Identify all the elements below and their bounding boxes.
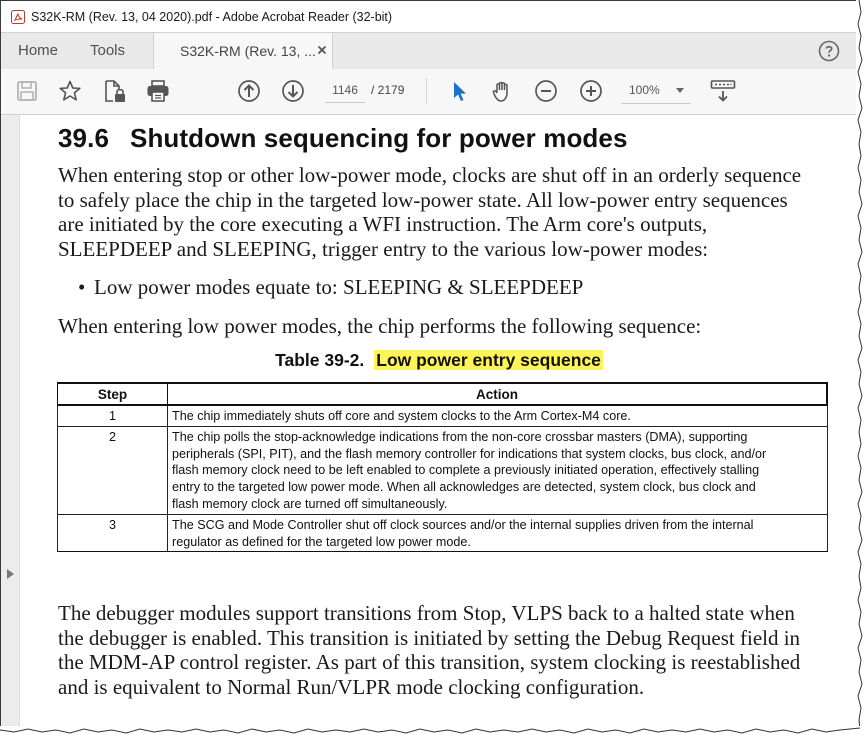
document-tab-label: S32K-RM (Rev. 13, ... (180, 43, 316, 59)
text-line: the MDM-AP control register. As part of this transition, system clocking is reestablished (58, 650, 801, 674)
print-icon[interactable] (146, 79, 170, 103)
action-line: regulator as defined for the targeted low power mode. (172, 534, 471, 549)
text-line: SLEEPDEEP and SLEEPING, trigger entry to the various low-power modes: (58, 236, 709, 261)
torn-edge-right (856, 0, 864, 736)
tab-home[interactable]: Home (18, 42, 59, 59)
column-header-step: Step (58, 383, 168, 405)
action-line: flash memory clock are turned off simultaneously. (172, 496, 448, 511)
section-heading (58, 123, 628, 154)
step-cell: 3 (58, 514, 168, 552)
low-power-entry-table (57, 382, 828, 552)
text-line: and is equivalent to Normal Run/VLPR mode clocking configuration. (58, 674, 645, 699)
acrobat-pdf-icon (11, 10, 25, 24)
table-caption-title-highlighted: Low power entry sequence (376, 350, 601, 370)
bullet-icon: • (78, 275, 86, 299)
action-line: The SCG and Mode Controller shut off clock sources and/or the internal supplies driven from the internal (172, 517, 754, 532)
action-line: The chip immediately shuts off core and system clocks to the Arm Cortex-M4 core. (172, 409, 631, 423)
table-row (58, 426, 828, 514)
select-cursor-icon[interactable] (448, 79, 472, 103)
toolbar-divider (426, 78, 427, 104)
close-icon[interactable] (316, 44, 328, 56)
save-icon[interactable] (15, 79, 39, 103)
table-header-row (58, 383, 828, 405)
help-icon[interactable] (818, 40, 840, 62)
action-line: entry to the targeted low power mode. When all acknowledges are detected, system clock, bus clock and (172, 480, 756, 495)
text-line: to safely place the chip in the targeted low-power state. All low-power entry sequences (58, 187, 788, 212)
section-title: Shutdown sequencing for power modes (130, 123, 628, 153)
zoom-level-value: 100% (629, 83, 660, 97)
action-cell (168, 426, 828, 514)
action-cell (168, 405, 828, 426)
next-page-icon[interactable] (281, 79, 305, 103)
page-number-input[interactable]: 1146 (325, 78, 365, 103)
text-line: the debugger is enabled. This transition is initiated by setting the Debug Request field in (58, 625, 801, 650)
table-row (58, 405, 828, 426)
page-total: / 2179 (371, 83, 405, 97)
keyboard-scroll-icon[interactable] (710, 79, 736, 103)
zoom-out-icon[interactable] (534, 79, 558, 103)
tab-document[interactable] (153, 33, 333, 70)
bullet-text: Low power modes equate to: SLEEPING & SLEEPDEEP (94, 275, 584, 299)
action-line: flash memory clock need to be left enabled to complete a previously initiated operation, effectively stalling (172, 463, 760, 478)
bookmark-star-icon[interactable] (58, 79, 82, 103)
bullet-item (78, 275, 583, 300)
text-line: When entering stop or other low-power mode, clocks are shut off in an orderly sequence (58, 163, 802, 187)
zoom-in-icon[interactable] (579, 79, 603, 103)
pdf-page (21, 115, 857, 733)
protect-file-lock-icon[interactable] (102, 79, 126, 103)
tab-tools[interactable]: Tools (90, 42, 126, 59)
torn-edge-bottom (0, 726, 864, 736)
column-header-action: Action (168, 383, 828, 405)
text-line: are initiated by the core executing a WFI instruction. The Arm core's outputs, (58, 212, 708, 236)
window-title: S32K-RM (Rev. 13, 04 2020).pdf - Adobe Acrobat Reader (32-bit) (31, 9, 393, 24)
action-cell (168, 514, 828, 552)
action-line: peripherals (SPI, PIT), and the flash memory controller for indications that system clocks, bus clock, and/or (172, 446, 767, 461)
section-number: 39.6 (58, 123, 110, 153)
text-line: When entering low power modes, the chip performs the following sequence: (58, 314, 702, 338)
step-cell: 1 (58, 405, 168, 426)
tab-bar (1, 32, 859, 70)
lead-in-paragraph (58, 314, 701, 339)
intro-paragraph (58, 163, 801, 261)
table-caption (21, 350, 857, 371)
step-cell: 2 (58, 426, 168, 514)
title-bar (1, 1, 859, 32)
previous-page-icon[interactable] (237, 79, 261, 103)
debugger-paragraph (58, 601, 800, 699)
expand-pane-arrow-icon[interactable] (7, 569, 14, 579)
table-row (58, 514, 828, 552)
document-viewer[interactable] (1, 115, 859, 733)
table-caption-label: Table 39-2. (275, 350, 365, 370)
hand-pan-icon[interactable] (490, 79, 514, 103)
action-line: The chip polls the stop-acknowledge indications from the non-core crossbar masters (DMA), supporting (172, 429, 748, 444)
left-navigation-pane-collapsed (1, 115, 20, 733)
zoom-level-dropdown[interactable] (621, 78, 691, 104)
text-line: The debugger modules support transitions from Stop, VLPS back to a halted state when (58, 601, 795, 625)
chevron-down-icon (676, 88, 684, 93)
toolbar (1, 69, 859, 115)
